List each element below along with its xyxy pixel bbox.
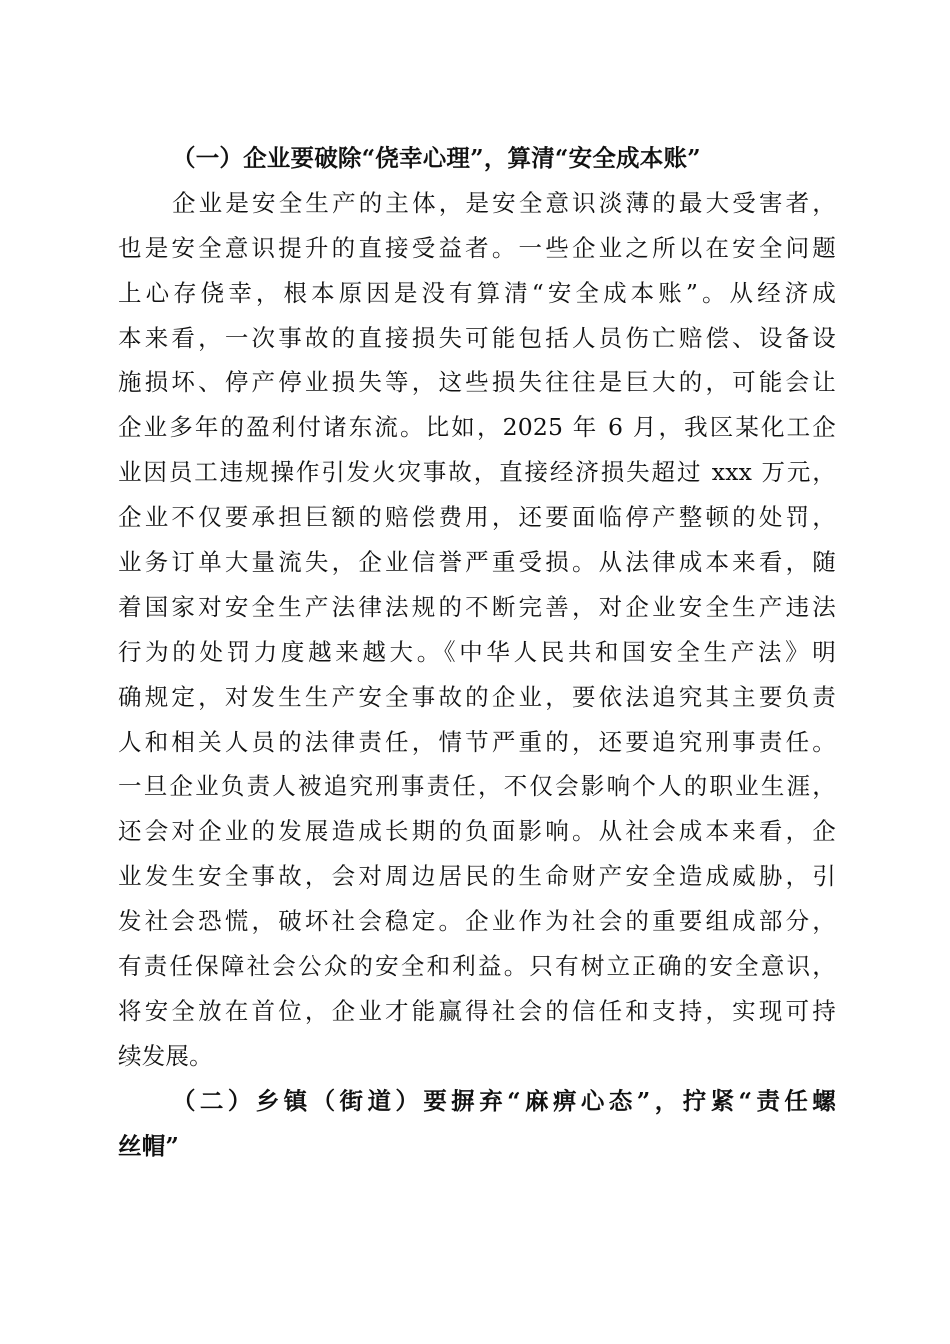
paragraph-line: 企业多年的盈利付诸东流。比如，2025 年 6 月，我区某化工企: [118, 413, 836, 442]
paragraph-line-last: 续发展。: [118, 1041, 213, 1070]
paragraph-line: 有责任保障社会公众的安全和利益。只有树立正确的安全意识，: [118, 952, 836, 981]
paragraph-line: 人和相关人员的法律责任，情节严重的，还要追究刑事责任。: [118, 727, 836, 756]
section-heading-2: （二）乡镇（街道）要摒弃“麻痹心态”，拧紧“责任螺: [172, 1086, 836, 1115]
paragraph-line: 发社会恐慌，破坏社会稳定。企业作为社会的重要组成部分，: [118, 907, 836, 936]
document-body: [118, 136, 836, 1168]
paragraph-line: 行为的处罚力度越来越大。《中华人民共和国安全生产法》明: [118, 637, 836, 666]
paragraph-line: 确规定，对发生生产安全事故的企业，要依法追究其主要负责: [118, 682, 836, 711]
section-heading-2-continued: 丝帽”: [118, 1131, 180, 1160]
paragraph-line: 将安全放在首位，企业才能赢得社会的信任和支持，实现可持: [118, 996, 836, 1025]
paragraph-line: 企业是安全生产的主体，是安全意识淡薄的最大受害者，: [172, 188, 836, 217]
paragraph-line: 一旦企业负责人被追究刑事责任，不仅会影响个人的职业生涯，: [118, 772, 836, 801]
paragraph-line: 本来看，一次事故的直接损失可能包括人员伤亡赔偿、设备设: [118, 323, 836, 352]
paragraph-line: 上心存侥幸，根本原因是没有算清“安全成本账”。从经济成: [118, 278, 836, 307]
paragraph-line: 也是安全意识提升的直接受益者。一些企业之所以在安全问题: [118, 233, 836, 262]
paragraph-line: 着国家对安全生产法律法规的不断完善，对企业安全生产违法: [118, 592, 836, 621]
paragraph-line: 业因员工违规操作引发火灾事故，直接经济损失超过 xxx 万元，: [118, 458, 836, 487]
section-heading-1: （一）企业要破除“侥幸心理”，算清“安全成本账”: [172, 144, 701, 172]
paragraph-line: 企业不仅要承担巨额的赔偿费用，还要面临停产整顿的处罚，: [118, 503, 836, 532]
paragraph-line: 还会对企业的发展造成长期的负面影响。从社会成本来看，企: [118, 817, 836, 846]
paragraph-line: 业发生安全事故，会对周边居民的生命财产安全造成威胁，引: [118, 862, 836, 891]
paragraph-line: 施损坏、停产停业损失等，这些损失往往是巨大的，可能会让: [118, 368, 836, 397]
paragraph-line: 业务订单大量流失，企业信誉严重受损。从法律成本来看，随: [118, 548, 836, 577]
